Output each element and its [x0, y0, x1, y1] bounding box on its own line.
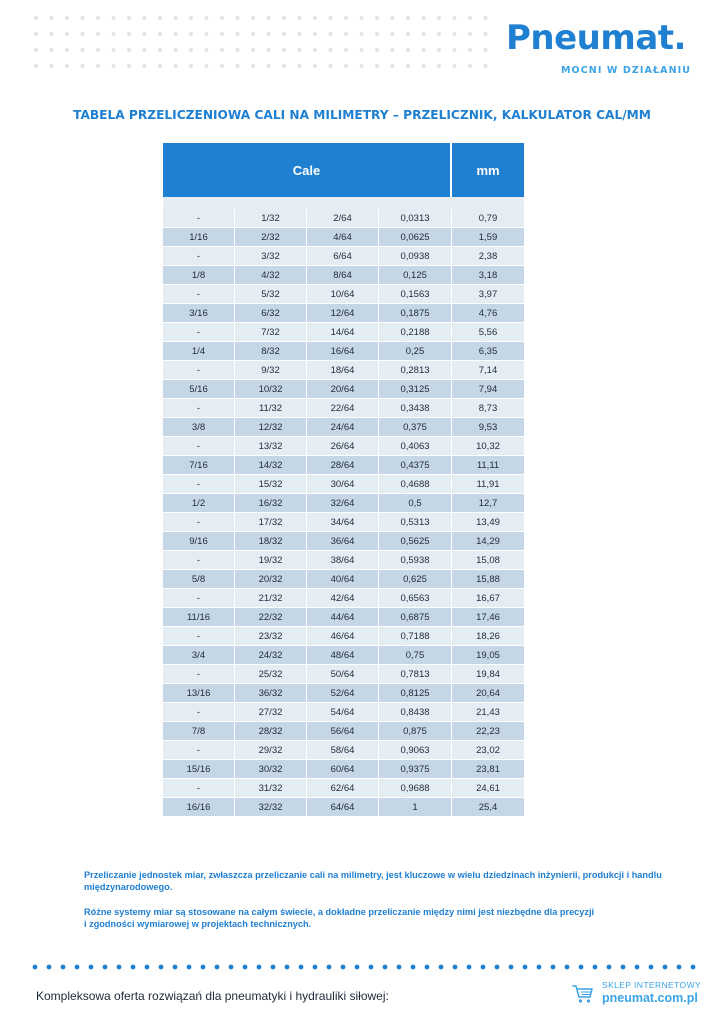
header-cale: Cale [163, 143, 450, 197]
table-cell: 14,29 [452, 532, 524, 551]
table-cell: 0,625 [379, 570, 452, 589]
table-cell: 4/32 [235, 266, 307, 285]
table-cell: 1/16 [163, 228, 235, 247]
decorative-dot-line [30, 962, 698, 972]
table-cell: 25,4 [452, 798, 524, 817]
table-row [163, 323, 524, 342]
table-row [163, 703, 524, 722]
table-cell: - [163, 513, 235, 532]
table-cell: 13/32 [235, 437, 307, 456]
table-cell: 11/16 [163, 608, 235, 627]
table-cell: 22,23 [452, 722, 524, 741]
table-cell: 4/64 [307, 228, 379, 247]
table-row [163, 741, 524, 760]
decorative-dot-grid [33, 15, 488, 70]
table-cell: 0,3125 [379, 380, 452, 399]
table-cell: 17/32 [235, 513, 307, 532]
table-cell: 0,0625 [379, 228, 452, 247]
table-cell: 11/32 [235, 399, 307, 418]
table-cell: 17,46 [452, 608, 524, 627]
table-cell: 1,59 [452, 228, 524, 247]
table-cell: 7,14 [452, 361, 524, 380]
page-title: TABELA PRZELICZENIOWA CALI NA MILIMETRY – PRZELICZNIK, KALKULATOR CAL/MM [73, 108, 651, 122]
table-cell: 42/64 [307, 589, 379, 608]
table-cell: 58/64 [307, 741, 379, 760]
table-cell: - [163, 323, 235, 342]
table-cell: 24/64 [307, 418, 379, 437]
table-cell: 5/8 [163, 570, 235, 589]
table-row [163, 437, 524, 456]
table-cell: 34/64 [307, 513, 379, 532]
table-cell: 52/64 [307, 684, 379, 703]
table-cell: 2,38 [452, 247, 524, 266]
table-cell: 15,88 [452, 570, 524, 589]
table-cell: 10,32 [452, 437, 524, 456]
table-cell: 13/16 [163, 684, 235, 703]
table-cell: 14/32 [235, 456, 307, 475]
table-row [163, 551, 524, 570]
table-cell: 18/32 [235, 532, 307, 551]
table-cell: 0,375 [379, 418, 452, 437]
table-cell: 0,7813 [379, 665, 452, 684]
table-cell: 3,18 [452, 266, 524, 285]
table-cell: 0,9063 [379, 741, 452, 760]
table-header [163, 143, 524, 197]
table-cell: 20,64 [452, 684, 524, 703]
table-cell: 0,5625 [379, 532, 452, 551]
table-row [163, 722, 524, 741]
table-cell: 0,79 [452, 209, 524, 228]
table-cell: 0,0313 [379, 209, 452, 228]
table-cell: 28/64 [307, 456, 379, 475]
table-cell: 19,05 [452, 646, 524, 665]
table-cell: 19,84 [452, 665, 524, 684]
table-cell: 3,97 [452, 285, 524, 304]
table-cell: - [163, 665, 235, 684]
table-cell: 23,81 [452, 760, 524, 779]
table-cell: 0,125 [379, 266, 452, 285]
table-cell: 2/32 [235, 228, 307, 247]
table-cell: 15,08 [452, 551, 524, 570]
table-row [163, 684, 524, 703]
table-row [163, 418, 524, 437]
systems-paragraph [84, 907, 684, 930]
table-cell: 21/32 [235, 589, 307, 608]
table-cell: 0,4688 [379, 475, 452, 494]
brand-logo [506, 18, 706, 76]
table-cell: - [163, 209, 235, 228]
table-cell: 46/64 [307, 627, 379, 646]
table-cell: 10/64 [307, 285, 379, 304]
table-row [163, 570, 524, 589]
table-cell: 0,8438 [379, 703, 452, 722]
table-cell: 29/32 [235, 741, 307, 760]
table-cell: 6,35 [452, 342, 524, 361]
table-cell: 1 [379, 798, 452, 817]
table-cell: 24,61 [452, 779, 524, 798]
table-cell: 50/64 [307, 665, 379, 684]
table-cell: 2/64 [307, 209, 379, 228]
table-cell: 54/64 [307, 703, 379, 722]
table-cell: 22/32 [235, 608, 307, 627]
table-cell: 27/32 [235, 703, 307, 722]
table-cell: 3/8 [163, 418, 235, 437]
systems-paragraph-line-2: i zgodności wymiarowej w projektach technicznych. [84, 918, 312, 929]
table-cell: 9/16 [163, 532, 235, 551]
table-row [163, 304, 524, 323]
table-cell: 3/32 [235, 247, 307, 266]
table-cell: 7/32 [235, 323, 307, 342]
shop-link[interactable] [572, 980, 702, 1010]
table-cell: 0,5 [379, 494, 452, 513]
table-cell: 3/4 [163, 646, 235, 665]
table-cell: 16/64 [307, 342, 379, 361]
table-cell: 64/64 [307, 798, 379, 817]
table-row [163, 760, 524, 779]
table-row [163, 209, 524, 228]
table-cell: 36/32 [235, 684, 307, 703]
table-cell: 9,53 [452, 418, 524, 437]
table-cell: 13,49 [452, 513, 524, 532]
table-cell: 23/32 [235, 627, 307, 646]
table-row [163, 475, 524, 494]
table-cell: 8,73 [452, 399, 524, 418]
shop-url[interactable]: pneumat.com.pl [602, 991, 698, 1005]
table-cell: 30/32 [235, 760, 307, 779]
table-cell: - [163, 627, 235, 646]
table-row [163, 285, 524, 304]
table-cell: 28/32 [235, 722, 307, 741]
table-cell: 0,3438 [379, 399, 452, 418]
table-row [163, 798, 524, 817]
table-row [163, 494, 524, 513]
table-cell: 4,76 [452, 304, 524, 323]
table-cell: 0,9375 [379, 760, 452, 779]
table-cell: 12/32 [235, 418, 307, 437]
table-cell: 15/32 [235, 475, 307, 494]
table-cell: 19/32 [235, 551, 307, 570]
table-cell: 16/32 [235, 494, 307, 513]
table-cell: 0,5938 [379, 551, 452, 570]
table-cell: 5,56 [452, 323, 524, 342]
table-cell: 6/64 [307, 247, 379, 266]
table-cell: 32/64 [307, 494, 379, 513]
table-cell: 0,8125 [379, 684, 452, 703]
table-cell: 11,11 [452, 456, 524, 475]
systems-paragraph-line-1: Różne systemy miar są stosowane na całym świecie, a dokładne przeliczanie między nimi jest niezbędne dla precyzji [84, 907, 595, 917]
table-cell: 1/8 [163, 266, 235, 285]
table-cell: 0,75 [379, 646, 452, 665]
table-cell: 0,1563 [379, 285, 452, 304]
table-cell: 7,94 [452, 380, 524, 399]
table-row [163, 779, 524, 798]
table-cell: 5/16 [163, 380, 235, 399]
table-cell: 9/32 [235, 361, 307, 380]
table-cell: 6/32 [235, 304, 307, 323]
table-row [163, 589, 524, 608]
conversion-table [163, 143, 524, 817]
table-cell: - [163, 437, 235, 456]
table-cell: 31/32 [235, 779, 307, 798]
table-cell: 8/32 [235, 342, 307, 361]
table-cell: 20/64 [307, 380, 379, 399]
shop-label: SKLEP INTERNETOWY [602, 980, 702, 990]
table-cell: 24/32 [235, 646, 307, 665]
table-cell: 7/8 [163, 722, 235, 741]
table-body [163, 209, 524, 817]
table-cell: 62/64 [307, 779, 379, 798]
table-cell: 7/16 [163, 456, 235, 475]
table-cell: 21,43 [452, 703, 524, 722]
table-cell: 0,5313 [379, 513, 452, 532]
table-cell: 18,26 [452, 627, 524, 646]
shopping-cart-icon [572, 983, 594, 1005]
table-row [163, 646, 524, 665]
table-row [163, 380, 524, 399]
table-cell: 32/32 [235, 798, 307, 817]
table-cell: 0,1875 [379, 304, 452, 323]
table-row [163, 513, 524, 532]
table-row [163, 456, 524, 475]
table-cell: 26/64 [307, 437, 379, 456]
table-cell: 48/64 [307, 646, 379, 665]
table-cell: 60/64 [307, 760, 379, 779]
table-row [163, 532, 524, 551]
table-cell: - [163, 399, 235, 418]
table-row [163, 247, 524, 266]
table-cell: - [163, 551, 235, 570]
table-cell: - [163, 361, 235, 380]
table-cell: 36/64 [307, 532, 379, 551]
table-cell: 1/2 [163, 494, 235, 513]
table-row [163, 608, 524, 627]
table-cell: 25/32 [235, 665, 307, 684]
table-cell: 18/64 [307, 361, 379, 380]
table-spacer [163, 197, 524, 209]
table-cell: 12,7 [452, 494, 524, 513]
table-cell: 15/16 [163, 760, 235, 779]
table-cell: 0,4063 [379, 437, 452, 456]
table-cell: 0,7188 [379, 627, 452, 646]
table-cell: - [163, 779, 235, 798]
table-cell: 16/16 [163, 798, 235, 817]
table-row [163, 627, 524, 646]
table-cell: 14/64 [307, 323, 379, 342]
table-cell: - [163, 741, 235, 760]
table-cell: - [163, 589, 235, 608]
table-cell: 23,02 [452, 741, 524, 760]
table-row [163, 665, 524, 684]
table-cell: 38/64 [307, 551, 379, 570]
header-mm: mm [452, 143, 524, 197]
table-cell: 8/64 [307, 266, 379, 285]
table-cell: 0,9688 [379, 779, 452, 798]
table-cell: 44/64 [307, 608, 379, 627]
table-cell: 1/4 [163, 342, 235, 361]
table-row [163, 342, 524, 361]
table-cell: 0,2188 [379, 323, 452, 342]
logo-tagline: MOCNI W DZIAŁANIU [561, 65, 692, 76]
table-cell: 0,25 [379, 342, 452, 361]
table-cell: 0,6875 [379, 608, 452, 627]
table-cell: 16,67 [452, 589, 524, 608]
intro-paragraph: Przeliczanie jednostek miar, zwłaszcza przeliczanie cali na milimetry, jest kluczowe w wielu dziedzinach inżynierii, produkcji i handlu międzynarodowego. [84, 870, 662, 892]
table-cell: - [163, 475, 235, 494]
table-cell: 30/64 [307, 475, 379, 494]
table-row [163, 228, 524, 247]
table-cell: 22/64 [307, 399, 379, 418]
table-cell: 0,4375 [379, 456, 452, 475]
table-cell: 12/64 [307, 304, 379, 323]
table-cell: - [163, 247, 235, 266]
table-cell: 1/32 [235, 209, 307, 228]
table-cell: 0,6563 [379, 589, 452, 608]
table-cell: 0,875 [379, 722, 452, 741]
table-cell: 20/32 [235, 570, 307, 589]
logo-wordmark: Pneumat. [506, 18, 686, 58]
table-cell: 11,91 [452, 475, 524, 494]
table-cell: 40/64 [307, 570, 379, 589]
table-cell: 5/32 [235, 285, 307, 304]
table-cell: 0,2813 [379, 361, 452, 380]
table-row [163, 266, 524, 285]
table-cell: 0,0938 [379, 247, 452, 266]
footer-text: Kompleksowa oferta rozwiązań dla pneumatyki i hydrauliki siłowej: [36, 989, 389, 1003]
table-cell: 10/32 [235, 380, 307, 399]
table-cell: 56/64 [307, 722, 379, 741]
table-cell: 3/16 [163, 304, 235, 323]
table-cell: - [163, 285, 235, 304]
table-cell: - [163, 703, 235, 722]
table-row [163, 399, 524, 418]
table-row [163, 361, 524, 380]
